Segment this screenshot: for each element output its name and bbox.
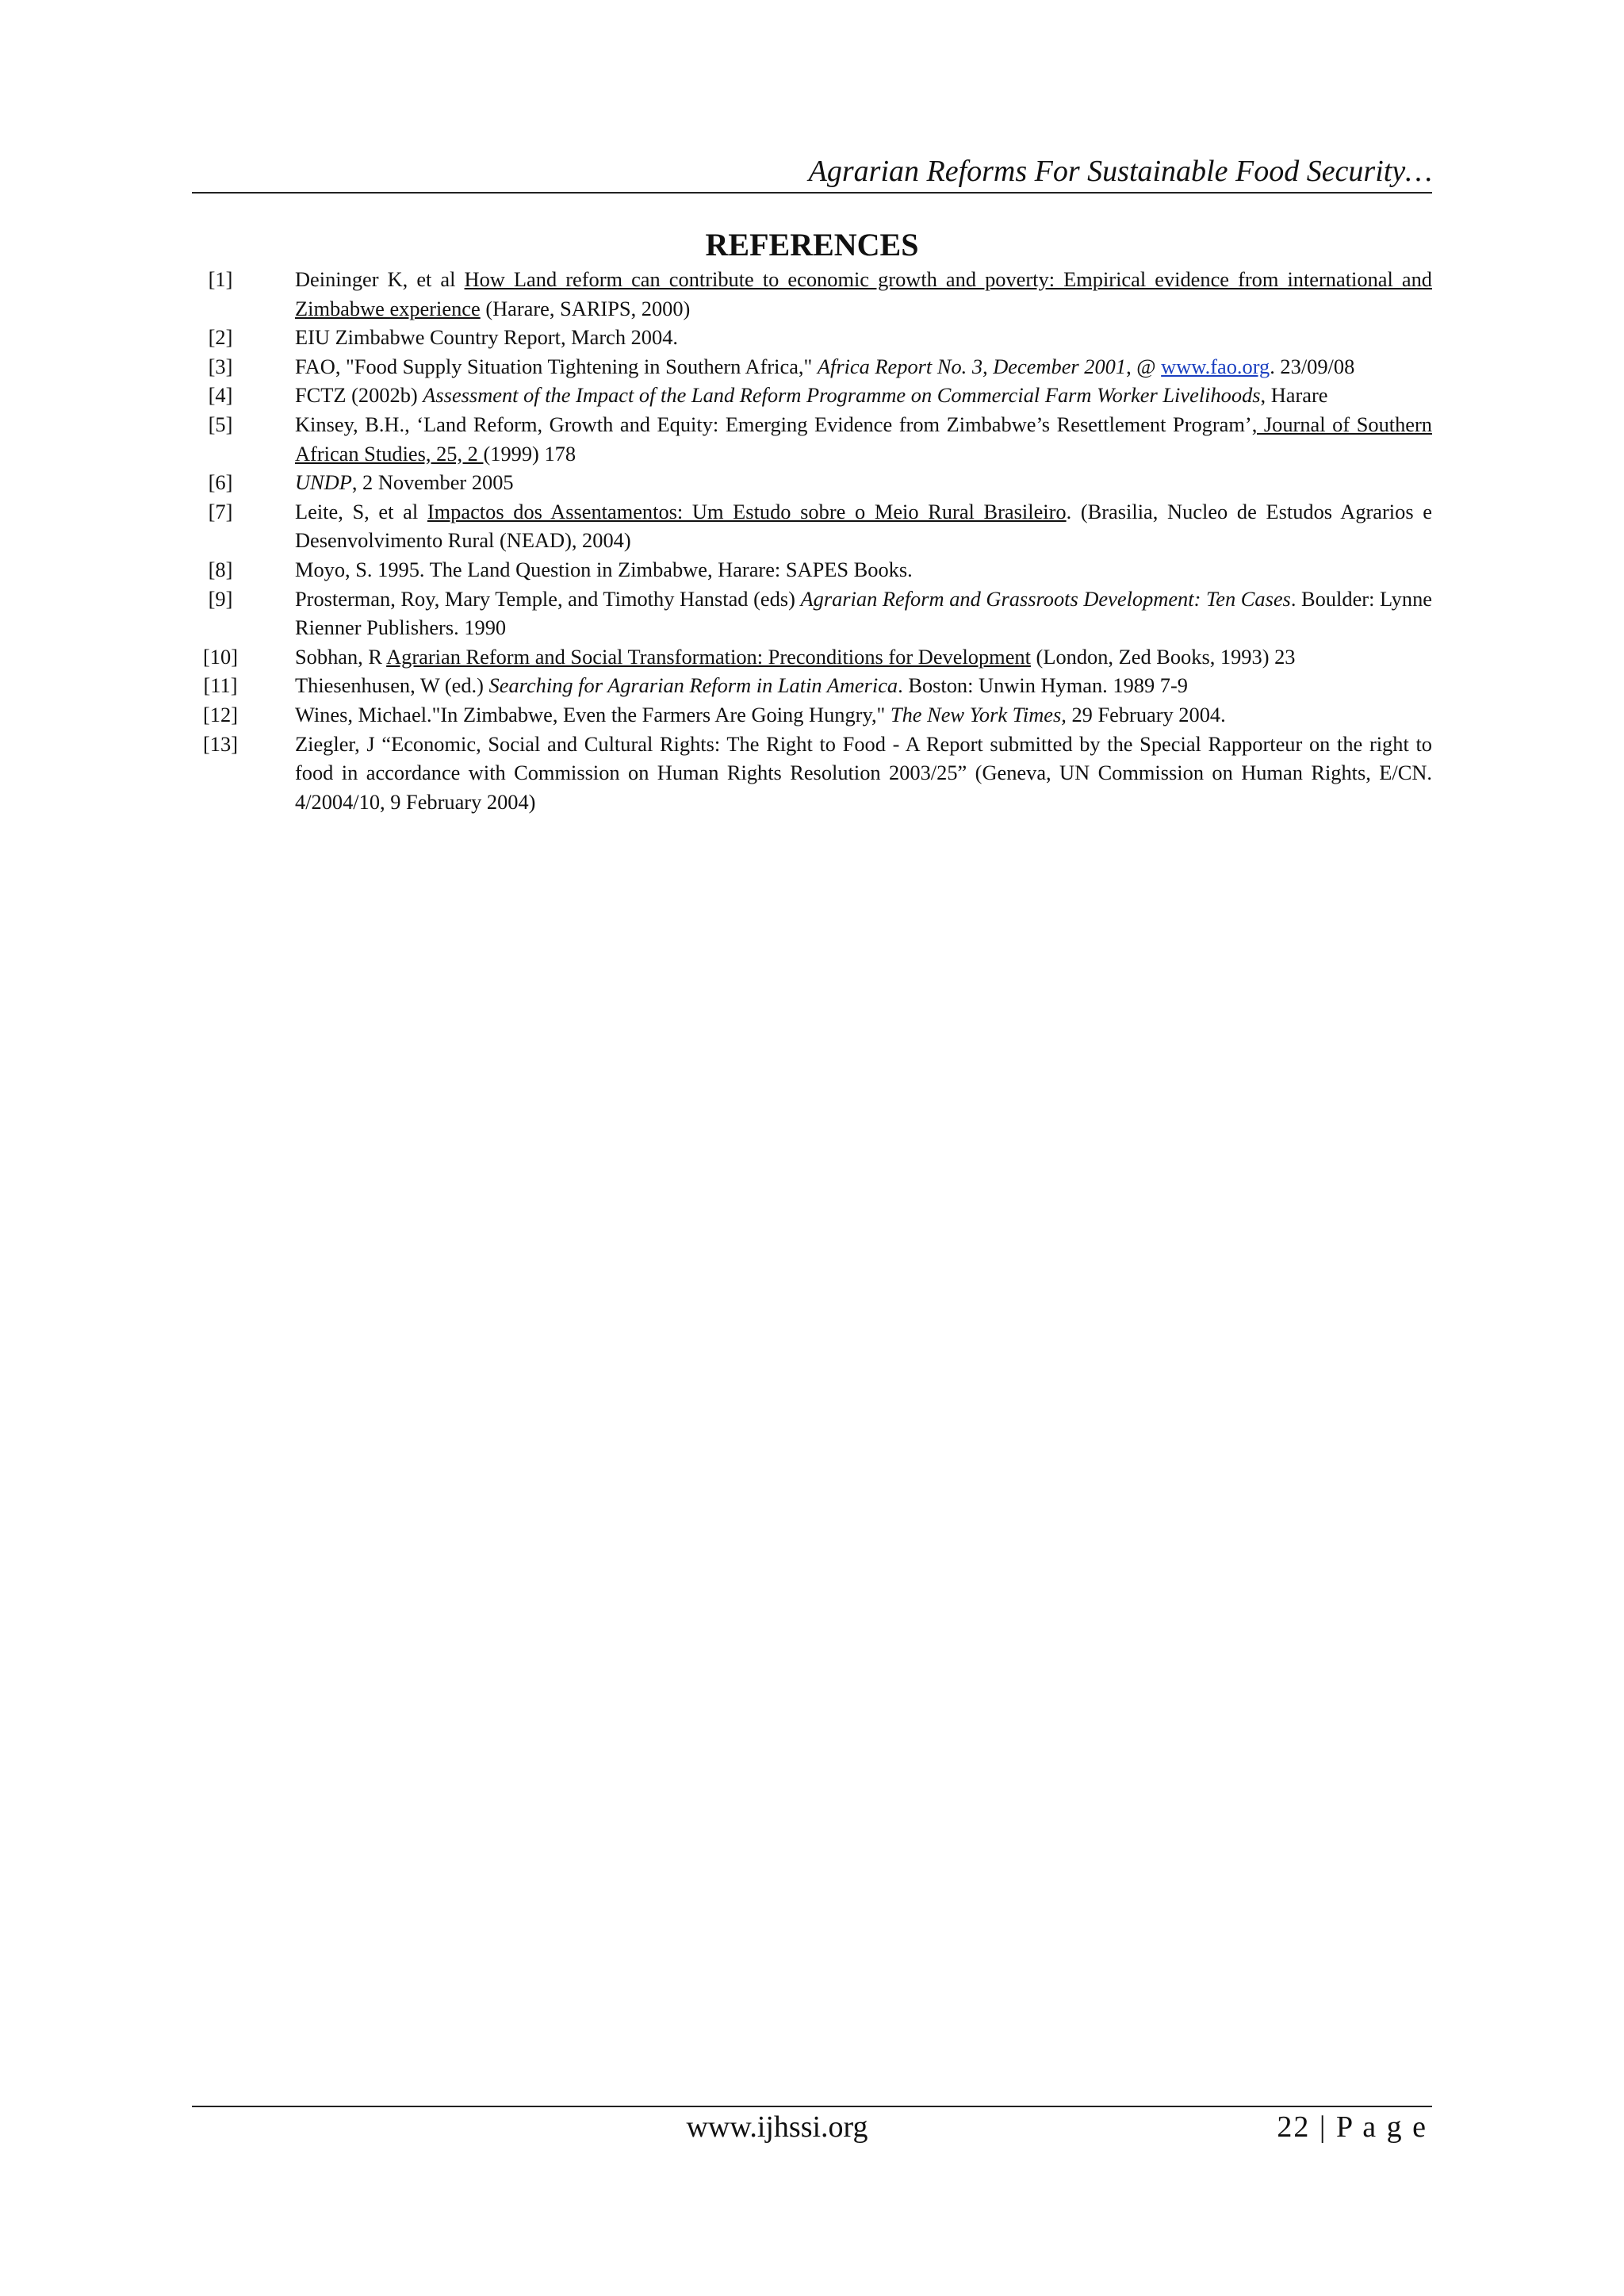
reference-number: [9] <box>208 586 233 611</box>
reference-text-segment: The New York Times, <box>890 702 1067 726</box>
reference-number: [2] <box>208 325 233 350</box>
reference-number: [13] <box>203 731 238 756</box>
reference-text-segment: Sobhan, R <box>295 644 387 669</box>
reference-text-segment: How Land reform can contribute to economic growth and poverty: Empirical evidence from international and Zimbabwe experience <box>295 267 1432 320</box>
reference-text-segment: Assessment of the Impact of the Land Reform Programme on Commercial Farm Worker Livelihoods <box>423 383 1261 408</box>
reference-number: [1] <box>208 267 233 291</box>
reference-text <box>295 410 1432 468</box>
reference-text <box>295 323 1432 352</box>
reference-item <box>192 265 1432 323</box>
reference-item <box>192 671 1432 700</box>
reference-text <box>295 585 1432 642</box>
reference-number: [3] <box>208 354 233 378</box>
reference-text-segment: UNDP <box>295 470 352 495</box>
references-list <box>192 265 1432 816</box>
reference-text-segment: Impactos dos Assentamentos: Um Estudo sobre o Meio Rural Brasileiro <box>427 499 1067 523</box>
reference-number: [10] <box>203 644 238 669</box>
reference-text-segment: . Boston: Unwin Hyman. 1989 7-9 <box>898 673 1188 698</box>
reference-text-segment: Leite, S, et al <box>295 499 427 523</box>
reference-text <box>295 497 1432 555</box>
reference-item <box>192 352 1432 381</box>
reference-link[interactable]: www.fao.org <box>1161 354 1270 378</box>
reference-number: [6] <box>208 470 233 495</box>
reference-text <box>295 700 1432 730</box>
reference-text-segment: (London, Zed Books, 1993) 23 <box>1030 644 1296 669</box>
reference-item <box>192 323 1432 352</box>
reference-text-segment: Ziegler, J “Economic, Social and Cultural Rights: The Right to Food - A Report submitted by the Special Rapporteur on the right to food in accordance with Commission on Human Rights Resolution 2003/25” (Geneva, UN Commission on Human Rights, E/CN. 4/2004/10, 9 February 2004) <box>295 731 1432 814</box>
reference-text-segment: Moyo, S. 1995. The Land Question in Zimbabwe, Harare: SAPES Books. <box>295 557 913 581</box>
reference-text <box>295 265 1432 323</box>
header-rule <box>192 192 1432 194</box>
reference-text <box>295 352 1432 381</box>
reference-text-segment: . (Brasilia, Nucleo de Estudos Agrarios e Desenvolvimento Rural (NEAD), 2004) <box>295 499 1432 553</box>
reference-item <box>192 468 1432 497</box>
footer-page-number: 22 | P a g e <box>1277 2110 1427 2144</box>
reference-text-segment: , 2 November 2005 <box>351 470 514 495</box>
reference-text-segment: Agrarian Reform and Social Transformation: Preconditions for Development <box>386 644 1031 669</box>
reference-number: [12] <box>203 702 238 726</box>
reference-number: [4] <box>208 383 233 408</box>
reference-number: [11] <box>203 673 238 698</box>
reference-number: [5] <box>208 412 233 436</box>
reference-item <box>192 555 1432 585</box>
references-heading: REFERENCES <box>705 227 919 263</box>
reference-text-segment: , Harare <box>1260 383 1328 408</box>
reference-item <box>192 497 1432 555</box>
reference-text-segment: (1999) 178 <box>483 441 576 466</box>
reference-number: [7] <box>208 499 233 523</box>
reference-text-segment: (Harare, SARIPS, 2000) <box>480 296 691 320</box>
reference-text <box>295 555 1432 585</box>
footer-website[interactable]: www.ijhssi.org <box>686 2110 868 2144</box>
reference-item <box>192 730 1432 817</box>
reference-item <box>192 585 1432 642</box>
reference-text-segment: Thiesenhusen, W (ed.) <box>295 673 489 698</box>
reference-item <box>192 410 1432 468</box>
reference-text <box>295 671 1432 700</box>
reference-text-segment: Africa Report No. 3, December 2001 <box>817 354 1127 378</box>
reference-text-segment: . 23/09/08 <box>1270 354 1355 378</box>
reference-text-segment: Prosterman, Roy, Mary Temple, and Timothy Hanstad (eds) <box>295 586 801 611</box>
reference-text-segment: . Boulder: Lynne Rienner Publishers. 1990 <box>295 586 1432 640</box>
reference-text-segment: , @ <box>1126 354 1162 378</box>
reference-item <box>192 642 1432 672</box>
reference-text-segment: , Journal of Southern African Studies, 25, 2 <box>295 412 1432 466</box>
reference-text-segment: Kinsey, B.H., ‘Land Reform, Growth and Equity: Emerging Evidence from Zimbabwe’s Resettlement Program’ <box>295 412 1252 436</box>
reference-text-segment: FCTZ (2002b) <box>295 383 423 408</box>
reference-text-segment: EIU Zimbabwe Country Report, March 2004. <box>295 325 678 350</box>
reference-text-segment: Wines, Michael."In Zimbabwe, Even the Farmers Are Going Hungry," <box>295 702 891 726</box>
reference-number: [8] <box>208 557 233 581</box>
reference-text-segment: Agrarian Reform and Grassroots Development: Ten Cases <box>800 586 1291 611</box>
running-header-title: Agrarian Reforms For Sustainable Food Security… <box>808 155 1432 188</box>
reference-text <box>295 642 1432 672</box>
reference-text <box>295 381 1432 410</box>
reference-text-segment: FAO, "Food Supply Situation Tightening in Southern Africa," <box>295 354 818 378</box>
reference-text <box>295 468 1432 497</box>
reference-text-segment: Searching for Agrarian Reform in Latin America <box>488 673 898 698</box>
reference-text <box>295 730 1432 817</box>
reference-item <box>192 381 1432 410</box>
reference-item <box>192 700 1432 730</box>
reference-text-segment: Deininger K, et al <box>295 267 465 291</box>
reference-text-segment: 29 February 2004. <box>1066 702 1226 726</box>
